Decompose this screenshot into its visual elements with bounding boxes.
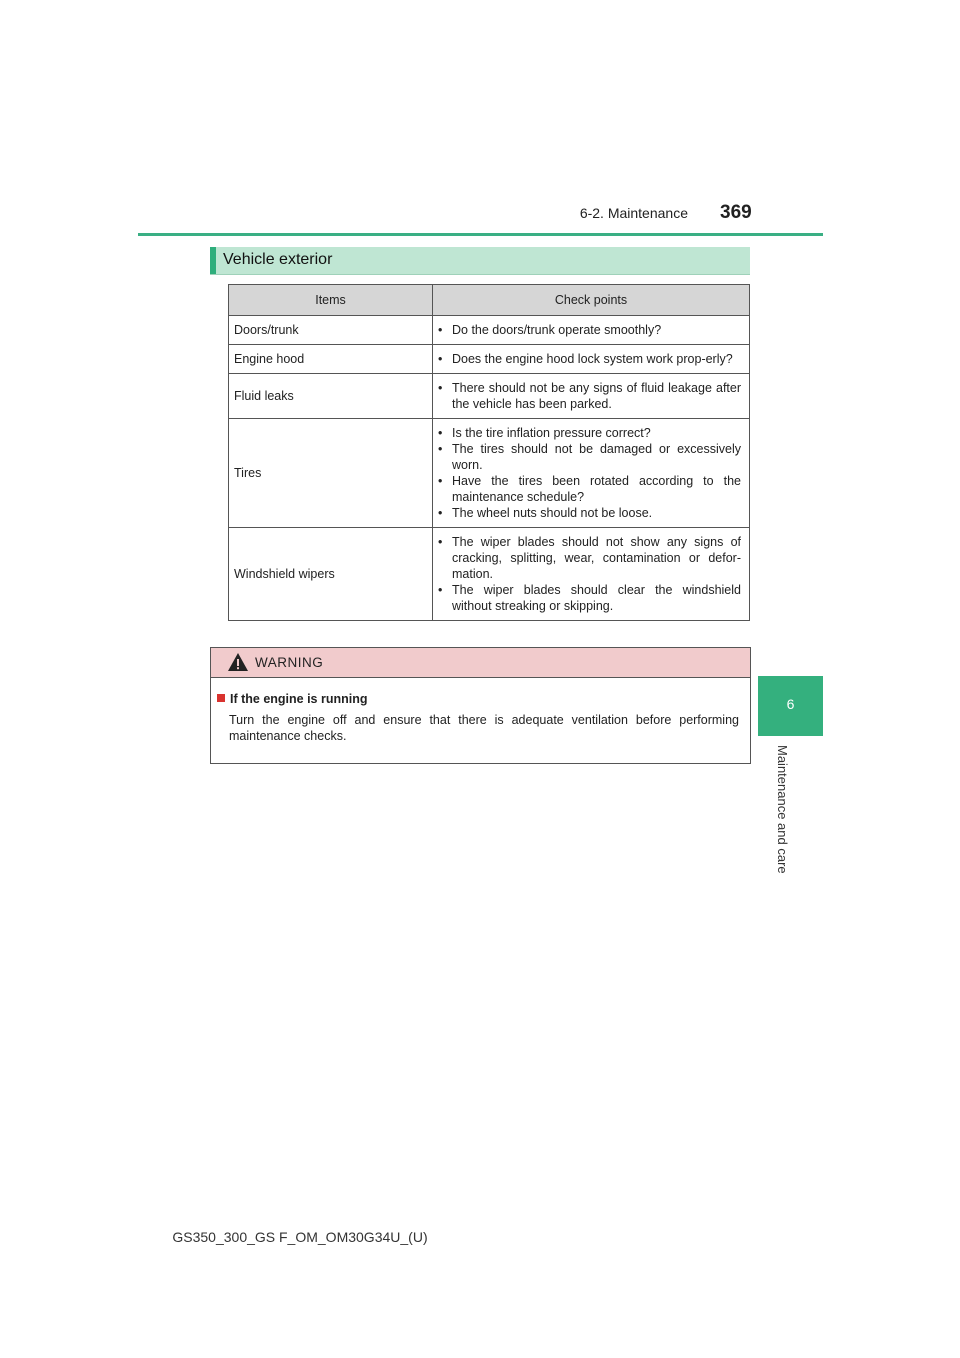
chapter-number: 6 <box>786 696 795 712</box>
check-point: • The tires should not be damaged or excessively worn. <box>438 441 741 473</box>
warning-label: WARNING <box>255 655 324 670</box>
check-points-cell <box>433 419 750 528</box>
check-point: • Does the engine hood lock system work prop-erly? <box>438 351 741 367</box>
header-rule <box>138 233 823 236</box>
item-cell: Doors/trunk <box>229 316 433 345</box>
check-point: • The wiper blades should clear the windshield without streaking or skipping. <box>438 582 741 614</box>
footer-code: GS350_300_GS F_OM_OM30G34U_(U) <box>172 1229 428 1245</box>
warning-box <box>210 647 751 764</box>
item-cell: Windshield wipers <box>229 528 433 621</box>
item-cell: Tires <box>229 419 433 528</box>
warning-text: Turn the engine off and ensure that there is adequate ventilation before performing maintenance checks. <box>229 713 739 743</box>
check-point: • Is the tire inflation pressure correct? <box>438 425 741 441</box>
column-header-check-points: Check points <box>433 285 750 316</box>
page-number: 369 <box>720 202 752 223</box>
warning-triangle-icon <box>227 652 249 672</box>
section-accent <box>210 247 216 274</box>
table-header-row <box>229 285 750 316</box>
check-points-cell <box>433 528 750 621</box>
table-row <box>229 345 750 374</box>
column-header-items: Items <box>229 285 433 316</box>
check-point: • There should not be any signs of fluid leakage after the vehicle has been parked. <box>438 380 741 412</box>
table-row <box>229 528 750 621</box>
red-square-icon <box>217 694 225 702</box>
warning-subheading <box>217 692 368 706</box>
check-table <box>228 284 750 621</box>
warning-subheading-text: If the engine is running <box>230 692 368 706</box>
chapter-tab <box>758 676 823 736</box>
chapter-title: Maintenance and care <box>775 745 790 874</box>
check-point: • Do the doors/trunk operate smoothly? <box>438 322 741 338</box>
check-point: • Have the tires been rotated according to the maintenance schedule? <box>438 473 741 505</box>
header-section-title: 6-2. Maintenance <box>579 205 688 221</box>
check-point: • The wiper blades should not show any signs of cracking, splitting, wear, contamination or defor-mation. <box>438 534 741 582</box>
check-points-cell <box>433 345 750 374</box>
section-title: Vehicle exterior <box>223 251 333 268</box>
table-row <box>229 374 750 419</box>
table-row <box>229 419 750 528</box>
check-points-cell <box>433 374 750 419</box>
table-row <box>229 316 750 345</box>
item-cell: Engine hood <box>229 345 433 374</box>
check-points-cell <box>433 316 750 345</box>
check-point: • The wheel nuts should not be loose. <box>438 505 741 521</box>
section-header <box>210 247 750 275</box>
warning-header <box>211 648 750 678</box>
item-cell: Fluid leaks <box>229 374 433 419</box>
